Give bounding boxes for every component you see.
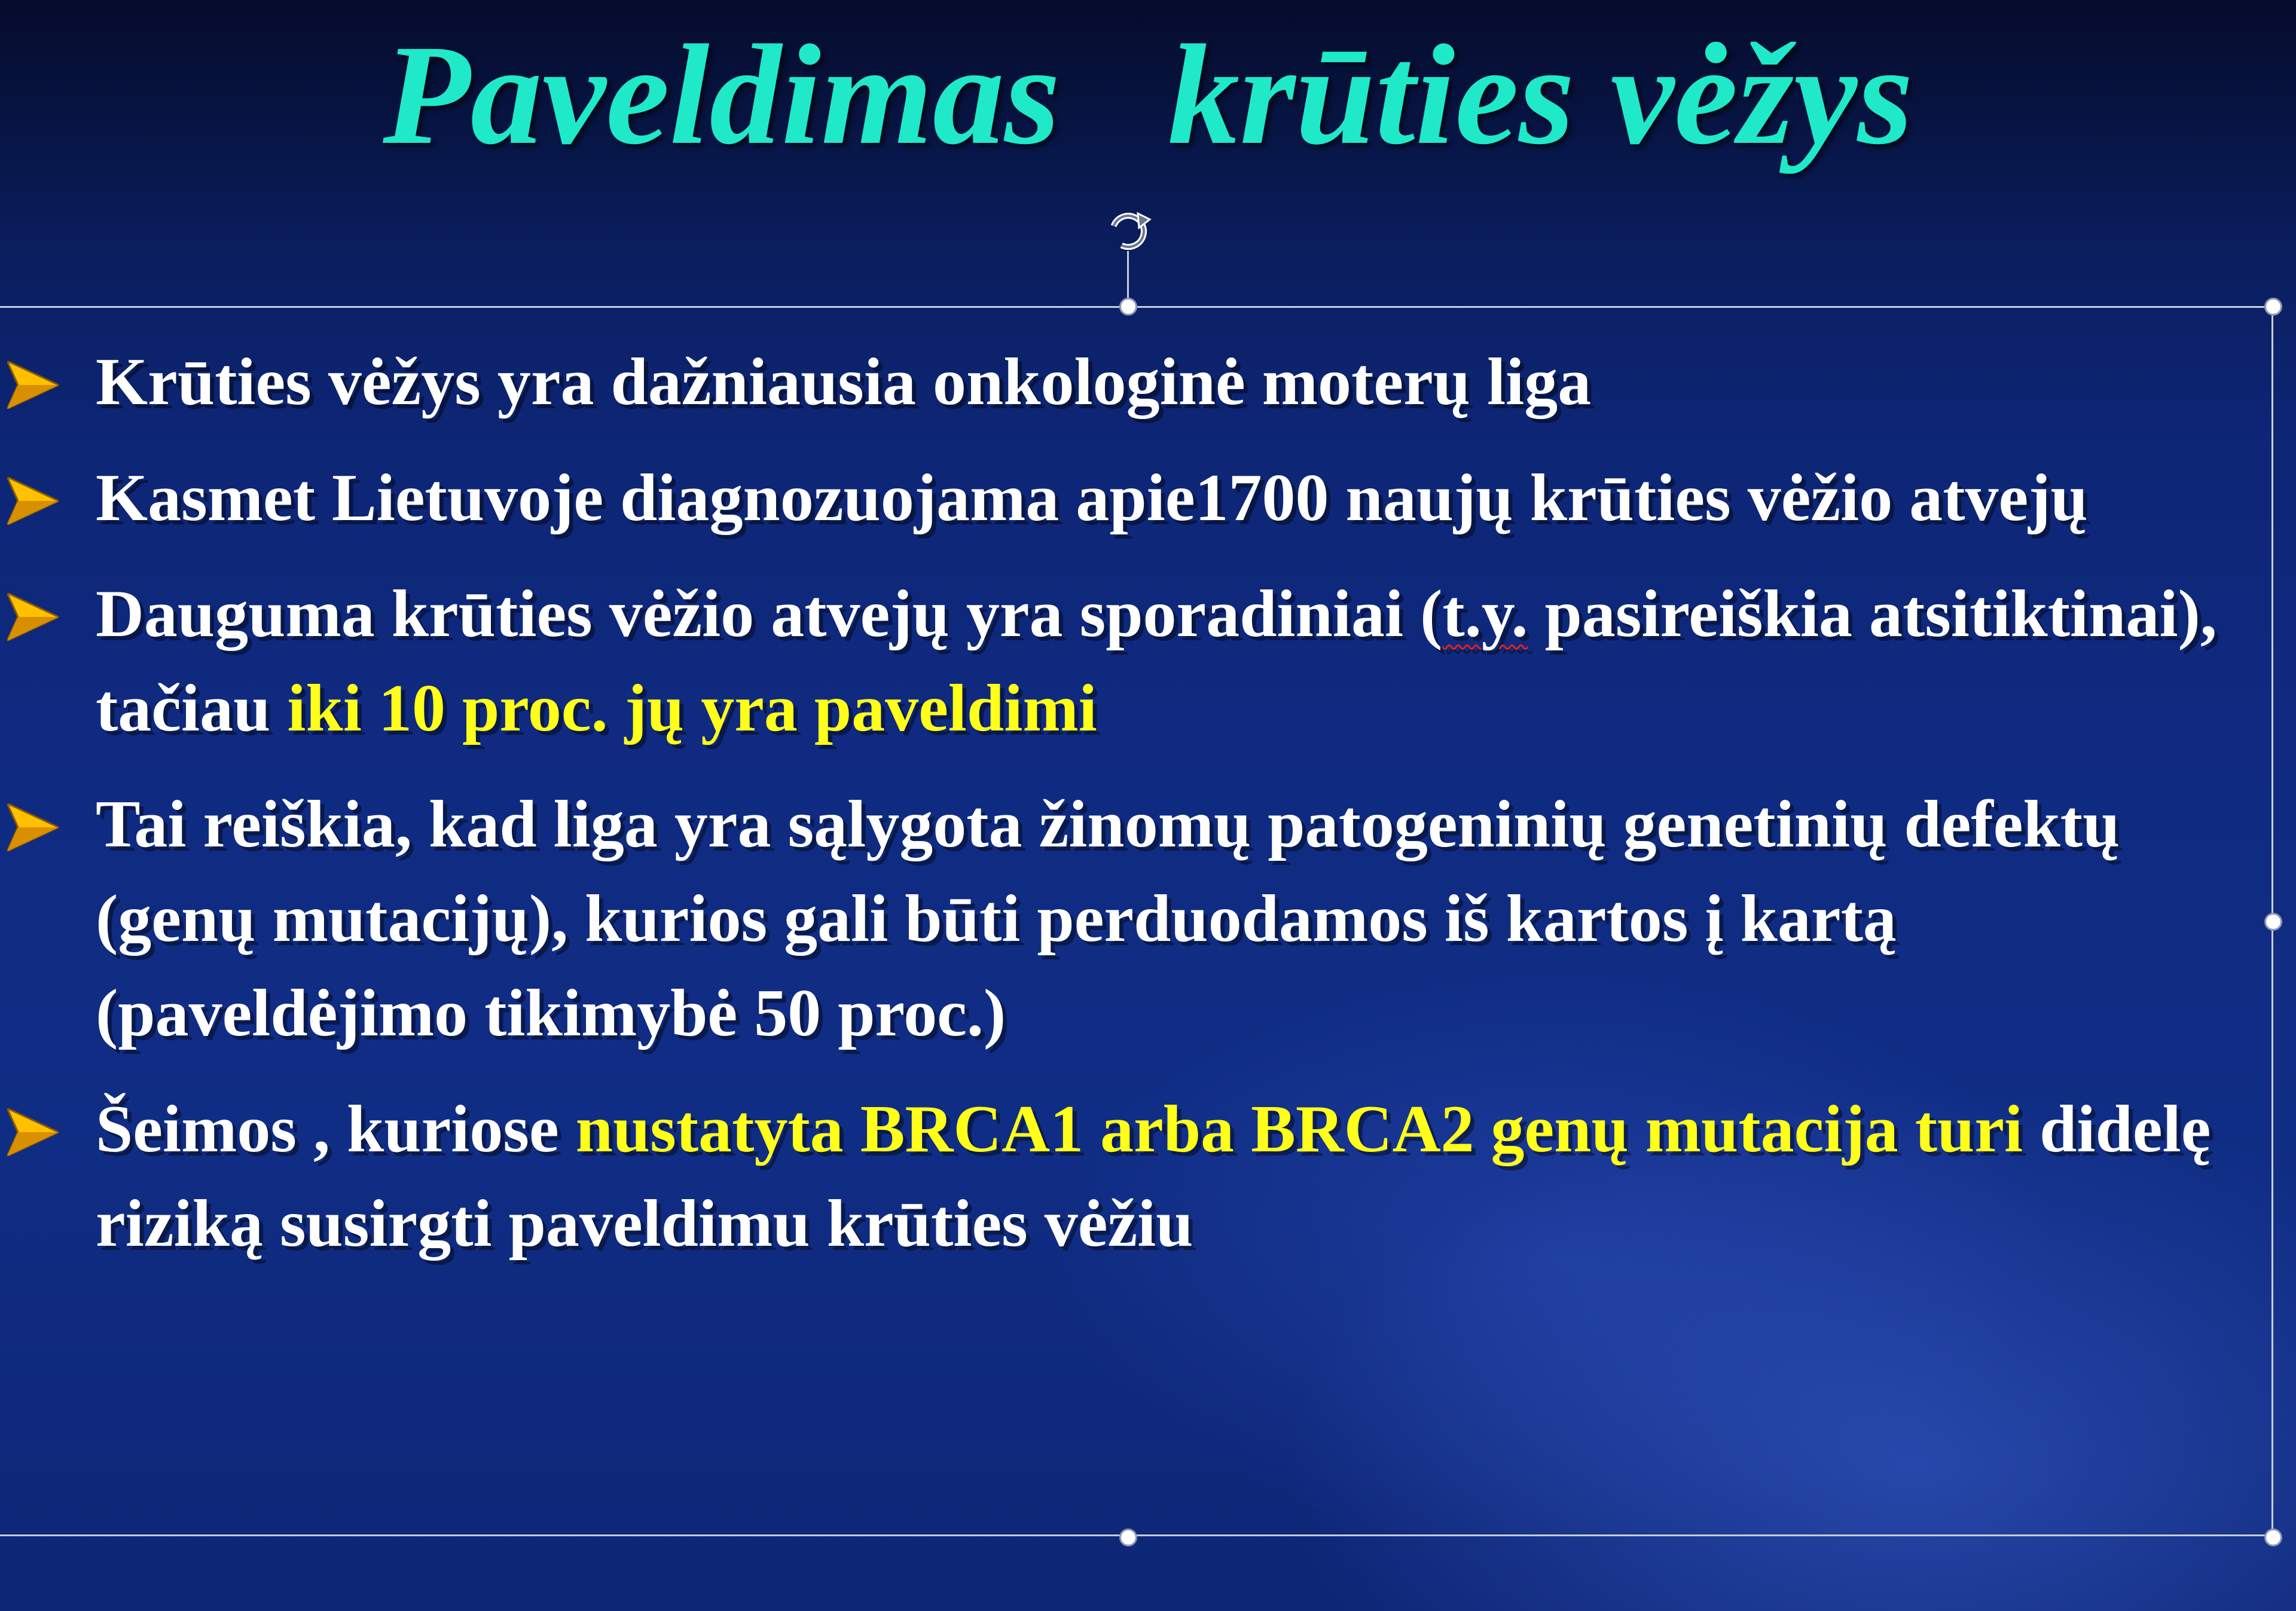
resize-handle-bottom-right[interactable]	[2264, 1529, 2282, 1546]
resize-handle-top[interactable]	[1119, 298, 1137, 316]
bullet-text: Dauguma krūties vėžio atvejų yra sporadiniai (	[96, 577, 1443, 651]
bullet-item[interactable]	[0, 567, 2248, 756]
bullet-text: didelę riziką susirgti paveldimu krūties vėžiu	[96, 1092, 2211, 1261]
bullet-text: t.y.	[1442, 577, 1528, 651]
bullet-list	[0, 335, 2248, 1271]
arrowhead-bullet-icon	[7, 361, 59, 409]
rotate-handle-icon[interactable]	[1103, 206, 1153, 256]
arrowhead-bullet-icon	[7, 803, 59, 851]
highlighted-text: iki 10 proc. jų yra paveldimi	[287, 671, 1097, 745]
highlighted-text: nustatyta BRCA1 arba BRCA2 genų mutacija turi	[575, 1092, 2023, 1166]
resize-handle-top-right[interactable]	[2264, 298, 2282, 316]
bullet-text: Tai reiškia, kad liga yra sąlygota žinomų patogeninių genetinių defektų (genų mutacijų), kurios gali būti perduodamos iš kartos į kartą (paveldėjimo tikimybė 50 proc.)	[96, 787, 2120, 1050]
resize-handle-right[interactable]	[2264, 913, 2282, 931]
bullet-text: Kasmet Lietuvoje diagnozuojama apie1700 naujų krūties vėžio atvejų	[96, 461, 2088, 535]
bullet-text: Šeimos , kuriose	[96, 1092, 576, 1166]
bullet-item[interactable]	[0, 777, 2248, 1060]
bullet-item[interactable]	[0, 1082, 2248, 1271]
slide-title[interactable]: Paveldimas krūties vėžys	[383, 15, 1913, 174]
slide-body-text[interactable]	[0, 335, 2248, 1292]
bullet-item[interactable]	[0, 451, 2248, 545]
arrowhead-bullet-icon	[7, 477, 59, 525]
bullet-item[interactable]	[0, 335, 2248, 429]
resize-handle-bottom[interactable]	[1119, 1529, 1137, 1546]
bullet-text: pasireiškia atsitiktinai), tačiau	[96, 577, 2217, 745]
bullet-text: Krūties vėžys yra dažniausia onkologinė moterų liga	[96, 345, 1592, 419]
arrowhead-bullet-icon	[7, 1108, 59, 1156]
arrowhead-bullet-icon	[7, 593, 59, 641]
